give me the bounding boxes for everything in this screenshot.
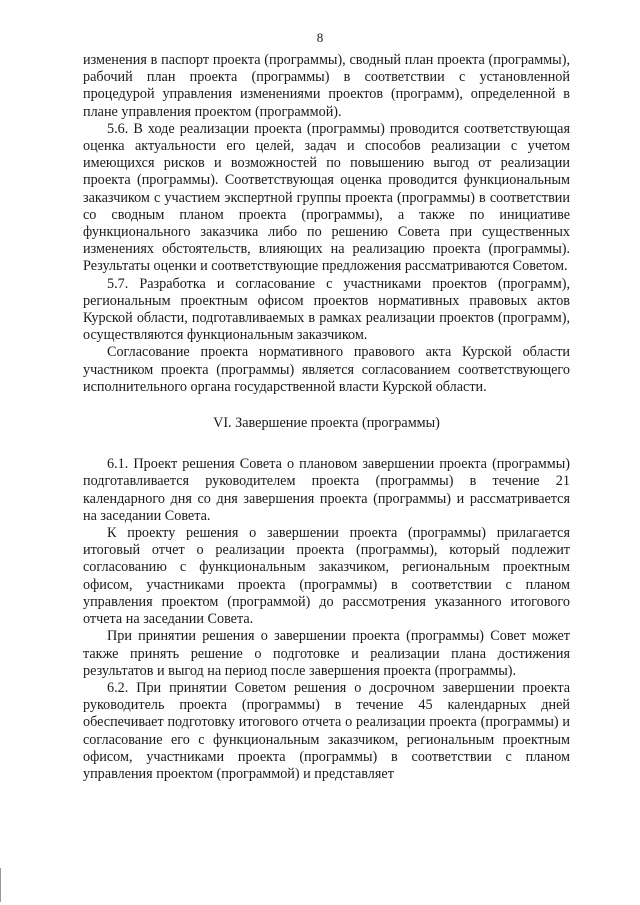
paragraph-p-6-1-c: При принятии решения о завершении проекта (программы) Совет может также принять решение о подготовке и реализации плана достижения результатов и выгод на период после завершения проекта (программы).: [83, 628, 570, 679]
section-title: VI. Завершение проекта (программы): [213, 415, 440, 432]
paragraph-p-5-7-b: Согласование проекта нормативного правового акта Курской области участником проекта (программы) является согласованием соответствующего исполнительного органа государственной власти Курской области.: [83, 344, 570, 395]
scan-edge-mark: [0, 868, 5, 902]
paragraph-p-continuation: изменения в паспорт проекта (программы), сводный план проекта (программы), рабочий план проекта (программы) в соответствии с установленной процедурой управления изменениями проектов (программ), определенной в плане управления проектом (программой).: [83, 52, 570, 120]
paragraph-p-6-1-b: К проекту решения о завершении проекта (программы) прилагается итоговый отчет о реализации проекта (программы), который подлежит согласованию с функциональным заказчиком, региональным проектным офисом, участниками проекта (программы) в соответствии с планом управления проектом (программой) до рассмотрения указанного итогового отчета на заседании Совета.: [83, 525, 570, 628]
paragraph-p-6-1: 6.1. Проект решения Совета о плановом завершении проекта (программы) подготавливается руководителем проекта (программы) в течение 21 календарного дня со дня завершения проекта (программы) и рассматривается на заседании Совета.: [83, 456, 570, 524]
paragraph-p-5-7: 5.7. Разработка и согласование с участниками проектов (программ), региональным проектным офисом проектов нормативных правовых актов Курской области, подготавливаемых в рамках реализации проектов (программ), осуществляются функциональным заказчиком.: [83, 275, 570, 344]
page-number: 8: [316, 30, 324, 45]
top-paragraphs: [83, 52, 570, 396]
paragraph-p-5-6: 5.6. В ходе реализации проекта (программы) проводится соответствующая оценка актуальности его целей, задач и способов реализации с учетом имеющихся рисков и возможностей по повышению выгод от реализации проекта (программы). Соответствующая оценка проводится функциональным заказчиком с участием экспертной группы проекта (программы) в соответствии со сводным планом проекта (программы), а также по инициативе функционального заказчика либо по решению Совета при существенных изменениях обстоятельств, влияющих на реализацию проекта (программы). Результаты оценки и соответствующие предложения рассматриваются Советом.: [83, 120, 570, 275]
paragraph-p-6-2: 6.2. При принятии Советом решения о досрочном завершении проекта руководитель проекта (программы) в течение 45 календарных дней обеспечивает подготовку итогового отчета о реализации проекта (программы) и согласование его с функциональным заказчиком, региональным проектным офисом, участниками проекта (программы) в соответствии с планом управления проектом (программой) и представляет: [83, 679, 570, 782]
document-body: [83, 52, 570, 783]
bottom-paragraphs: [83, 456, 570, 783]
